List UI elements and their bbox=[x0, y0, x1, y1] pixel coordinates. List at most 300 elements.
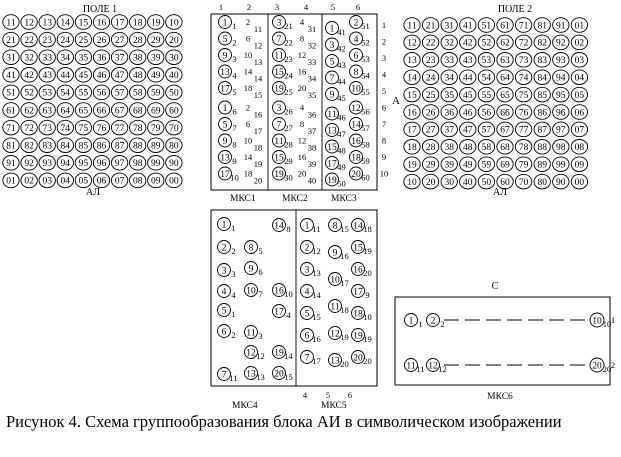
field-cell bbox=[497, 122, 513, 137]
field-cell bbox=[422, 53, 438, 68]
pin bbox=[590, 313, 611, 329]
cell-number: 28 bbox=[132, 35, 143, 46]
pin bbox=[301, 307, 321, 323]
cell-number: 60 bbox=[500, 177, 510, 188]
pin-subscript: 44 bbox=[337, 76, 346, 87]
pin bbox=[326, 71, 347, 87]
field-cell bbox=[75, 120, 91, 135]
cell-number: 11 bbox=[6, 18, 16, 29]
pin-subscript: 39 bbox=[307, 159, 317, 169]
pin-number: 19 bbox=[274, 169, 284, 180]
cell-number: 44 bbox=[60, 71, 71, 82]
field-cell bbox=[39, 156, 55, 171]
field-cell bbox=[39, 85, 55, 100]
field-cell bbox=[111, 32, 127, 47]
field-cell bbox=[441, 87, 457, 102]
cell-number: 48 bbox=[463, 143, 473, 154]
cell-number: 97 bbox=[114, 159, 125, 170]
field-cell bbox=[21, 85, 37, 100]
field-cell bbox=[130, 50, 146, 65]
pin-subscript: 60 bbox=[361, 172, 370, 183]
field-cell bbox=[571, 18, 587, 33]
cell-number: 46 bbox=[463, 108, 473, 119]
cell-number: 99 bbox=[556, 160, 566, 171]
field-1 bbox=[3, 4, 182, 198]
cell-number: 93 bbox=[42, 159, 52, 170]
cell-number: 37 bbox=[444, 125, 454, 136]
field-cell bbox=[534, 35, 550, 50]
cell-number: 48 bbox=[132, 71, 143, 82]
pin bbox=[350, 32, 370, 48]
pin-number: 17 bbox=[274, 307, 284, 318]
cell-number: 68 bbox=[500, 143, 510, 154]
cell-number: 29 bbox=[151, 35, 161, 46]
field-cell bbox=[441, 18, 457, 33]
cell-number: 56 bbox=[481, 108, 492, 119]
row-number: 8 bbox=[381, 135, 387, 146]
cell-number: 75 bbox=[518, 90, 529, 101]
mks2-label: МКС2 bbox=[282, 194, 308, 204]
cell-number: 89 bbox=[537, 160, 547, 171]
cell-number: 42 bbox=[463, 38, 473, 49]
cell-number: 95 bbox=[78, 159, 89, 170]
field-cell bbox=[571, 157, 587, 172]
pin-number: 3 bbox=[329, 40, 335, 51]
mks4-group bbox=[218, 218, 294, 384]
pin-subscript: 47 bbox=[337, 129, 346, 139]
field-cell bbox=[571, 122, 587, 137]
pin-subscript: 15 bbox=[340, 224, 349, 234]
field-cell bbox=[404, 140, 420, 155]
field-cell bbox=[39, 32, 55, 47]
field-cell bbox=[111, 173, 127, 188]
pin-subscript: 21 bbox=[284, 21, 293, 31]
field-cell bbox=[75, 85, 91, 100]
field-cell bbox=[571, 174, 587, 189]
pin-number: 12 bbox=[351, 103, 361, 114]
cell-number: 01 bbox=[574, 21, 585, 32]
cell-number: 20 bbox=[425, 177, 436, 188]
pin-number: 15 bbox=[327, 142, 337, 153]
field-cell bbox=[422, 140, 438, 155]
pin-subscript: 8 bbox=[232, 139, 237, 150]
pin-subscript: 41 bbox=[337, 27, 346, 37]
field-cell bbox=[111, 85, 127, 100]
pin-number: 13 bbox=[246, 369, 256, 380]
pin bbox=[329, 327, 349, 343]
pin bbox=[219, 32, 237, 48]
pin bbox=[329, 300, 349, 316]
pin-subscript: 3 bbox=[232, 54, 237, 64]
pin bbox=[301, 329, 321, 345]
field-cell bbox=[111, 138, 127, 153]
field-cell bbox=[441, 157, 457, 172]
field-cell bbox=[93, 32, 109, 47]
pin-label: 14 bbox=[243, 152, 253, 162]
cell-number: 84 bbox=[60, 141, 71, 152]
pin bbox=[301, 351, 321, 367]
cell-number: 21 bbox=[425, 21, 436, 32]
mks4-label: МКС4 bbox=[232, 401, 258, 411]
field-cell bbox=[111, 50, 127, 65]
pin-subscript: 16 bbox=[340, 251, 349, 261]
field-cell bbox=[553, 87, 569, 102]
pin-label: 14 bbox=[243, 66, 253, 77]
pin-subscript: 15 bbox=[312, 312, 321, 322]
field-cell bbox=[515, 157, 531, 172]
pin-number: 1 bbox=[408, 316, 414, 327]
field-cell bbox=[148, 68, 164, 83]
cell-number: 90 bbox=[169, 159, 179, 170]
column-number: 1 bbox=[218, 2, 224, 12]
pin-number: 9 bbox=[222, 51, 228, 62]
cell-number: 49 bbox=[151, 71, 161, 82]
field-cell bbox=[57, 103, 73, 118]
field-cell bbox=[553, 157, 569, 172]
pin-number: 11 bbox=[330, 302, 340, 313]
pin bbox=[219, 134, 237, 150]
cell-number: 39 bbox=[444, 160, 454, 171]
cell-number: 15 bbox=[78, 18, 89, 29]
cell-number: 33 bbox=[42, 53, 52, 64]
pin-subscript: 16 bbox=[253, 109, 263, 120]
field-cell bbox=[93, 120, 109, 135]
pin bbox=[219, 16, 237, 32]
pin bbox=[405, 359, 425, 375]
cell-number: 49 bbox=[463, 160, 473, 171]
pin-subscript: 35 bbox=[307, 90, 317, 100]
cell-number: 63 bbox=[42, 106, 52, 117]
field-cell bbox=[478, 18, 494, 33]
cell-number: 85 bbox=[537, 90, 547, 101]
pin-subscript: 8 bbox=[286, 224, 291, 234]
pin bbox=[273, 151, 293, 167]
pin-subscript: 4 bbox=[286, 310, 291, 320]
pin-number: 7 bbox=[221, 370, 227, 381]
cell-number: 62 bbox=[500, 38, 510, 49]
pin-subscript: 58 bbox=[361, 139, 370, 150]
field-cell bbox=[21, 138, 37, 153]
figure-caption: Рисунок 4. Схема группообразования блока АИ в символическом изображении bbox=[6, 412, 562, 431]
field-cell bbox=[21, 120, 37, 135]
field-cell bbox=[93, 50, 109, 65]
pin bbox=[352, 285, 370, 301]
cell-number: 08 bbox=[132, 176, 143, 187]
cell-number: 05 bbox=[574, 90, 585, 101]
pin-number: 11 bbox=[406, 361, 416, 372]
pin bbox=[326, 22, 346, 38]
pin-subscript: 12 bbox=[253, 40, 263, 51]
pin bbox=[326, 173, 346, 189]
cell-number: 19 bbox=[151, 18, 161, 29]
row-number: 7 bbox=[381, 119, 387, 129]
cell-number: 69 bbox=[151, 106, 161, 117]
field-cell bbox=[57, 68, 73, 83]
cell-number: 91 bbox=[6, 159, 16, 170]
field-cell bbox=[553, 105, 569, 120]
field-cell bbox=[515, 35, 531, 50]
pin-number: 11 bbox=[274, 136, 284, 147]
pin bbox=[245, 326, 263, 342]
cell-number: 52 bbox=[24, 88, 34, 99]
pin-number: 19 bbox=[274, 348, 284, 359]
row-number: 4 bbox=[381, 69, 387, 80]
pin-subscript: 56 bbox=[361, 106, 370, 117]
pin bbox=[326, 38, 346, 54]
field-cell bbox=[166, 156, 182, 171]
field-cell bbox=[93, 103, 109, 118]
field-cell bbox=[404, 70, 420, 85]
pin-number: 16 bbox=[351, 136, 361, 147]
pin bbox=[273, 367, 293, 383]
field-cell bbox=[460, 53, 476, 68]
row-side-number: 1 bbox=[610, 315, 616, 325]
pin-subscript: 19 bbox=[340, 332, 349, 342]
field-cell bbox=[75, 138, 91, 153]
cell-number: 25 bbox=[78, 35, 89, 46]
pin-number: 20 bbox=[351, 169, 361, 180]
pin-number: 11 bbox=[274, 51, 284, 62]
pin-subscript: 31 bbox=[307, 24, 317, 34]
cell-number: 81 bbox=[537, 21, 547, 32]
pin-number: 18 bbox=[353, 309, 363, 320]
cell-number: 37 bbox=[114, 53, 125, 64]
field-cell bbox=[21, 68, 37, 83]
cell-number: 79 bbox=[151, 123, 161, 134]
pin-subscript: 15 bbox=[253, 90, 263, 100]
pin-subscript: 14 bbox=[253, 73, 263, 84]
field-cell bbox=[478, 105, 494, 120]
pin-number: 1 bbox=[221, 220, 227, 231]
pin bbox=[326, 107, 346, 123]
field-cell bbox=[497, 140, 513, 155]
column-number: 3 bbox=[274, 2, 280, 12]
cell-number: 26 bbox=[425, 108, 436, 119]
pin-number: 5 bbox=[329, 57, 335, 68]
cell-number: 10 bbox=[169, 18, 179, 29]
row-number: 2 bbox=[381, 36, 387, 47]
cell-number: 78 bbox=[132, 123, 143, 134]
pin-number: 1 bbox=[329, 24, 335, 35]
pin-subscript: 5 bbox=[258, 246, 263, 256]
field-cell bbox=[75, 15, 91, 30]
pin-subscript: 20 bbox=[602, 364, 612, 374]
cell-number: 38 bbox=[444, 143, 454, 154]
cell-number: 58 bbox=[481, 143, 492, 154]
cell-number: 24 bbox=[425, 73, 436, 84]
field-cell bbox=[111, 156, 127, 171]
field-cell bbox=[534, 174, 550, 189]
pin-number: 5 bbox=[304, 309, 310, 320]
field-cell bbox=[460, 174, 476, 189]
pin-number: 2 bbox=[353, 18, 359, 29]
field-cell bbox=[130, 156, 146, 171]
field-cell bbox=[422, 87, 438, 102]
cell-number: 23 bbox=[42, 35, 52, 46]
cell-number: 16 bbox=[96, 18, 107, 29]
cell-number: 86 bbox=[537, 108, 547, 119]
field-cell bbox=[130, 173, 146, 188]
field-cell bbox=[534, 87, 550, 102]
field-cell bbox=[460, 140, 476, 155]
pin bbox=[218, 218, 236, 234]
field-cell bbox=[404, 122, 420, 137]
pin-number: 1 bbox=[222, 18, 228, 29]
pin-subscript: 20 bbox=[253, 175, 263, 186]
field-cell bbox=[534, 105, 550, 120]
field-cell bbox=[57, 120, 73, 135]
cell-number: 23 bbox=[425, 56, 436, 67]
mks6-frame bbox=[395, 297, 610, 385]
cell-number: 85 bbox=[78, 141, 89, 152]
cell-number: 53 bbox=[42, 88, 52, 99]
field-cell bbox=[441, 122, 457, 137]
pin bbox=[218, 241, 236, 257]
cell-number: 79 bbox=[518, 160, 529, 171]
field-cell bbox=[404, 87, 420, 102]
field-cell bbox=[478, 70, 494, 85]
pin-number: 13 bbox=[327, 126, 337, 137]
pin-label: 12 bbox=[297, 135, 307, 146]
pin-label: 10 bbox=[243, 135, 253, 146]
pin-subscript: 51 bbox=[361, 21, 370, 31]
pin bbox=[352, 263, 372, 279]
field-cell bbox=[515, 18, 531, 33]
pin-subscript: 4 bbox=[231, 290, 236, 300]
cell-number: 31 bbox=[444, 21, 454, 32]
pin bbox=[350, 16, 370, 32]
field-cell bbox=[39, 173, 55, 188]
field-2 bbox=[404, 4, 588, 198]
field-cell bbox=[93, 173, 109, 188]
pin-subscript: 19 bbox=[253, 159, 263, 169]
pin-label: 6 bbox=[245, 33, 251, 44]
pin bbox=[273, 167, 293, 183]
pin bbox=[326, 88, 346, 104]
mks2-group bbox=[273, 16, 318, 186]
cell-number: 27 bbox=[425, 125, 436, 136]
mks6-block bbox=[395, 281, 615, 402]
pin bbox=[427, 314, 445, 330]
cell-number: 68 bbox=[132, 106, 143, 117]
pin-subscript: 57 bbox=[361, 123, 370, 133]
pin-subscript: 11 bbox=[312, 224, 321, 234]
pin-subscript: 27 bbox=[284, 123, 293, 133]
pin-number: 6 bbox=[221, 327, 227, 338]
mks3-group bbox=[326, 16, 371, 189]
pin bbox=[245, 262, 263, 278]
cell-number: 83 bbox=[42, 141, 52, 152]
pin-subscript: 7 bbox=[258, 289, 263, 299]
field-cell bbox=[39, 50, 55, 65]
pin-number: 9 bbox=[222, 136, 228, 147]
field-cell bbox=[515, 105, 531, 120]
pin bbox=[218, 304, 236, 320]
cell-number: 90 bbox=[556, 177, 566, 188]
cell-number: 74 bbox=[518, 73, 529, 84]
cell-number: 65 bbox=[78, 106, 89, 117]
pin bbox=[352, 241, 372, 257]
field-cell bbox=[130, 68, 146, 83]
cell-number: 15 bbox=[407, 90, 417, 101]
cell-number: 44 bbox=[463, 73, 473, 84]
pin-label: 2 bbox=[245, 102, 251, 113]
cell-number: 56 bbox=[96, 88, 107, 99]
pin-number: 10 bbox=[330, 275, 340, 286]
pin-subscript: 13 bbox=[312, 268, 321, 278]
field-cell bbox=[148, 103, 164, 118]
pin bbox=[350, 65, 371, 81]
pin-subscript: 2 bbox=[231, 330, 236, 340]
cell-number: 09 bbox=[151, 176, 161, 187]
pin-label: 8 bbox=[299, 33, 305, 44]
pin bbox=[273, 65, 294, 81]
field-cell bbox=[3, 68, 19, 83]
field-cell bbox=[422, 105, 438, 120]
pin-subscript: 32 bbox=[307, 40, 317, 51]
pin bbox=[405, 314, 423, 330]
field-cell bbox=[166, 50, 182, 65]
pin-number: 3 bbox=[221, 266, 227, 277]
pin-number: 20 bbox=[592, 361, 602, 372]
field-cell bbox=[130, 15, 146, 30]
cell-number: 00 bbox=[169, 176, 179, 187]
field-cell bbox=[57, 50, 73, 65]
cell-number: 18 bbox=[407, 143, 417, 154]
pin bbox=[273, 219, 291, 235]
pin-number: 2 bbox=[430, 316, 436, 327]
field-cell bbox=[534, 53, 550, 68]
cell-number: 70 bbox=[169, 123, 179, 134]
pin-subscript: 33 bbox=[307, 57, 317, 67]
cell-number: 29 bbox=[425, 160, 436, 171]
pin bbox=[245, 284, 263, 300]
pin-subscript: 1 bbox=[232, 21, 237, 31]
cell-number: 16 bbox=[407, 108, 417, 119]
cell-number: 07 bbox=[574, 125, 585, 136]
pin-number: 5 bbox=[221, 306, 227, 317]
cell-number: 20 bbox=[169, 35, 179, 46]
column-number: 6 bbox=[355, 2, 361, 12]
cell-number: 88 bbox=[132, 141, 143, 152]
field-cell bbox=[553, 35, 569, 50]
cell-number: 39 bbox=[151, 53, 161, 64]
pin bbox=[350, 82, 370, 98]
pin bbox=[301, 263, 321, 279]
pin bbox=[273, 101, 293, 117]
cell-number: 06 bbox=[574, 108, 585, 119]
field-cell bbox=[515, 140, 531, 155]
pin bbox=[245, 346, 265, 362]
cell-number: 58 bbox=[132, 88, 143, 99]
field-cell bbox=[497, 53, 513, 68]
pin-number: 13 bbox=[330, 356, 340, 367]
field-cell bbox=[441, 70, 457, 85]
cell-number: 27 bbox=[114, 35, 125, 46]
field-cell bbox=[515, 87, 531, 102]
pin bbox=[273, 49, 293, 65]
field-cell bbox=[166, 68, 182, 83]
pin bbox=[219, 167, 239, 183]
pin-label: 4 bbox=[299, 17, 305, 27]
pin-subscript: 6 bbox=[232, 106, 237, 117]
cell-number: 96 bbox=[96, 159, 107, 170]
field-cell bbox=[148, 173, 164, 188]
pin bbox=[273, 82, 293, 98]
pin-number: 2 bbox=[221, 243, 227, 254]
pin-subscript: 34 bbox=[307, 73, 317, 84]
field-cell bbox=[57, 85, 73, 100]
